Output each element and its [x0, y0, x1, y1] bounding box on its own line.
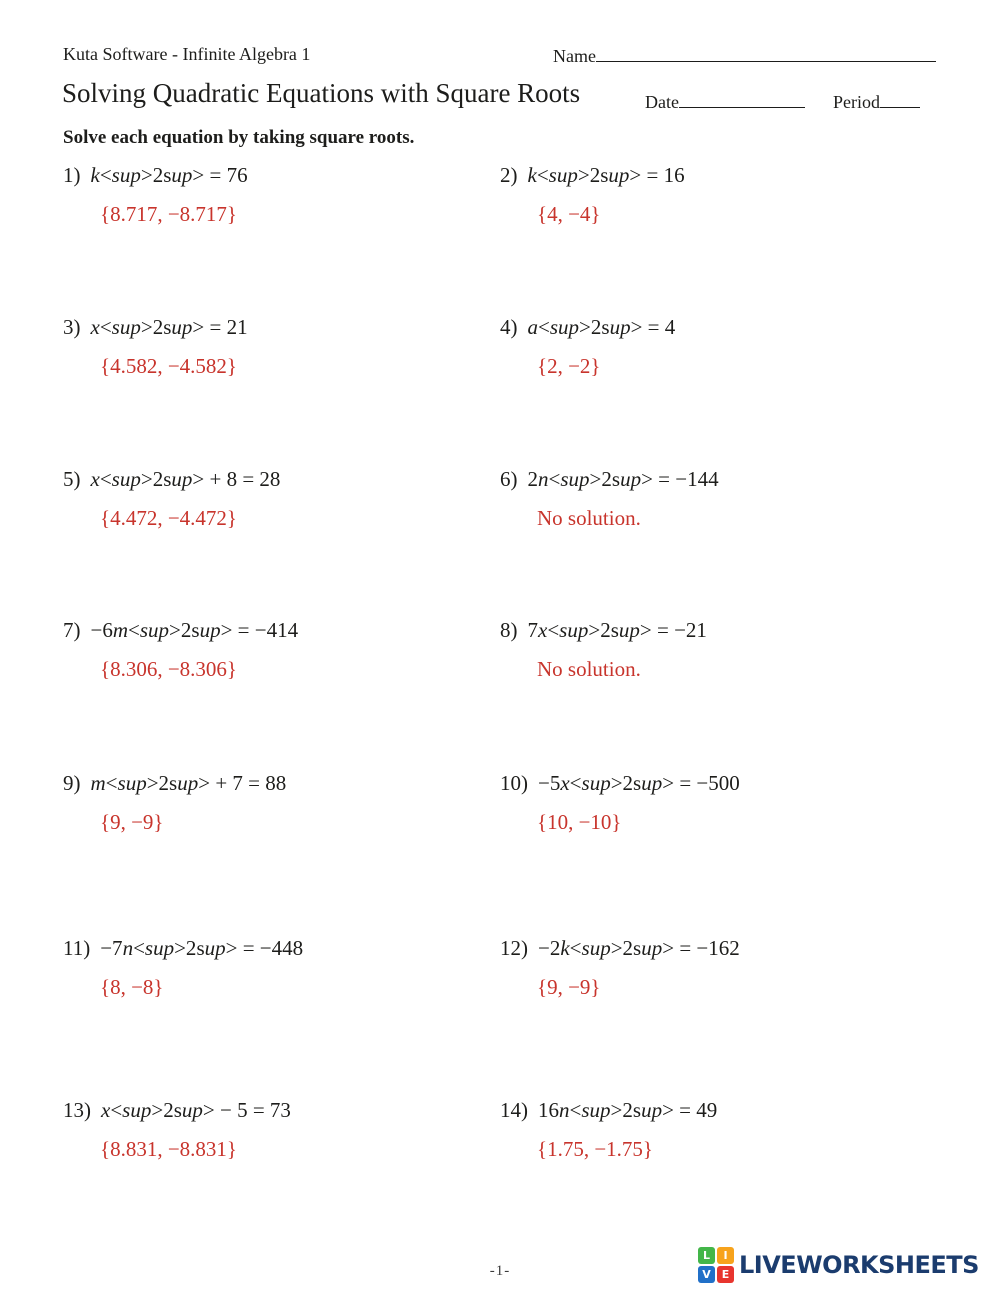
problem-number: 1) — [63, 163, 81, 187]
equation-text: −2k<sup>2sup> = −162 — [538, 936, 740, 960]
problem-number: 4) — [500, 315, 518, 339]
problem-answer: {10, −10} — [537, 810, 622, 835]
problem-item — [500, 618, 707, 682]
problem-answer: {1.75, −1.75} — [537, 1137, 654, 1162]
problem-answer: {8.717, −8.717} — [100, 202, 238, 227]
liveworksheets-logo-wordmark: LIVEWORKSHEETS — [739, 1251, 979, 1279]
problem-number: 13) — [63, 1098, 91, 1122]
problem-item — [63, 771, 286, 835]
problem-item — [500, 1098, 717, 1162]
problem-item — [63, 467, 280, 531]
date-label: Date — [645, 92, 679, 112]
problem-item — [500, 771, 740, 835]
problem-equation — [500, 1098, 717, 1123]
problem-answer: {4.472, −4.472} — [100, 506, 238, 531]
date-blank-line — [679, 90, 805, 108]
equation-text: x<sup>2sup> = 21 — [90, 315, 248, 339]
name-label: Name — [553, 46, 596, 66]
problem-item — [63, 315, 248, 379]
problem-number: 8) — [500, 618, 518, 642]
equation-text: m<sup>2sup> + 7 = 88 — [90, 771, 287, 795]
problem-number: 12) — [500, 936, 528, 960]
problem-item — [63, 1098, 291, 1162]
logo-tile-l: L — [698, 1247, 715, 1264]
equation-text: −7n<sup>2sup> = −448 — [100, 936, 304, 960]
problem-equation — [500, 467, 719, 492]
problem-equation — [63, 936, 303, 961]
equation-text: −6m<sup>2sup> = −414 — [90, 618, 299, 642]
equation-text: k<sup>2sup> = 76 — [90, 163, 248, 187]
name-row — [553, 44, 936, 67]
problem-equation — [63, 771, 286, 796]
problem-equation — [63, 618, 298, 643]
problem-answer: {9, −9} — [100, 810, 164, 835]
liveworksheets-logo — [698, 1247, 979, 1283]
date-period-row — [645, 90, 920, 113]
equation-text: x<sup>2sup> + 8 = 28 — [90, 467, 281, 491]
problem-item — [500, 315, 675, 379]
period-blank-line — [880, 90, 920, 108]
problem-equation — [500, 163, 685, 188]
page-number: -1- — [489, 1263, 511, 1279]
problem-number: 5) — [63, 467, 81, 491]
logo-tile-i: I — [717, 1247, 734, 1264]
problem-answer: {4.582, −4.582} — [100, 354, 238, 379]
problem-item — [500, 936, 740, 1000]
problem-equation — [500, 771, 740, 796]
problem-number: 9) — [63, 771, 81, 795]
problem-item — [63, 163, 248, 227]
problem-equation — [63, 315, 248, 340]
equation-text: 7x<sup>2sup> = −21 — [527, 618, 707, 642]
liveworksheets-logo-icon — [698, 1247, 734, 1283]
brand-text: Kuta Software - Infinite Algebra 1 — [63, 44, 311, 64]
problem-number: 7) — [63, 618, 81, 642]
problem-answer: No solution. — [537, 506, 641, 531]
equation-text: x<sup>2sup> − 5 = 73 — [101, 1098, 291, 1122]
problem-equation — [63, 467, 280, 492]
period-label: Period — [832, 92, 880, 112]
problem-answer: {4, −4} — [537, 202, 601, 227]
problem-number: 3) — [63, 315, 81, 339]
problem-equation — [500, 618, 707, 643]
instruction-text: Solve each equation by taking square roots. — [63, 127, 415, 148]
problem-item — [63, 936, 303, 1000]
problem-number: 10) — [500, 771, 528, 795]
logo-tile-v: V — [698, 1266, 715, 1283]
page-title: Solving Quadratic Equations with Square Roots — [62, 78, 581, 108]
problem-number: 2) — [500, 163, 518, 187]
problem-item — [63, 618, 298, 682]
problem-answer: {2, −2} — [537, 354, 601, 379]
problem-number: 14) — [500, 1098, 528, 1122]
problem-answer: {8, −8} — [100, 975, 164, 1000]
problem-answer: {9, −9} — [537, 975, 601, 1000]
problem-equation — [63, 163, 248, 188]
problem-equation — [500, 936, 740, 961]
problem-answer: {8.831, −8.831} — [100, 1137, 238, 1162]
problem-answer: No solution. — [537, 657, 641, 682]
equation-text: k<sup>2sup> = 16 — [527, 163, 685, 187]
equation-text: −5x<sup>2sup> = −500 — [538, 771, 740, 795]
name-blank-line — [596, 44, 936, 62]
problem-equation — [63, 1098, 291, 1123]
problem-equation — [500, 315, 675, 340]
equation-text: a<sup>2sup> = 4 — [527, 315, 676, 339]
problem-number: 6) — [500, 467, 518, 491]
equation-text: 16n<sup>2sup> = 49 — [538, 1098, 718, 1122]
problem-item — [500, 467, 719, 531]
logo-tile-e: E — [717, 1266, 734, 1283]
problem-answer: {8.306, −8.306} — [100, 657, 238, 682]
problem-item — [500, 163, 685, 227]
equation-text: 2n<sup>2sup> = −144 — [527, 467, 719, 491]
problem-number: 11) — [63, 936, 91, 960]
